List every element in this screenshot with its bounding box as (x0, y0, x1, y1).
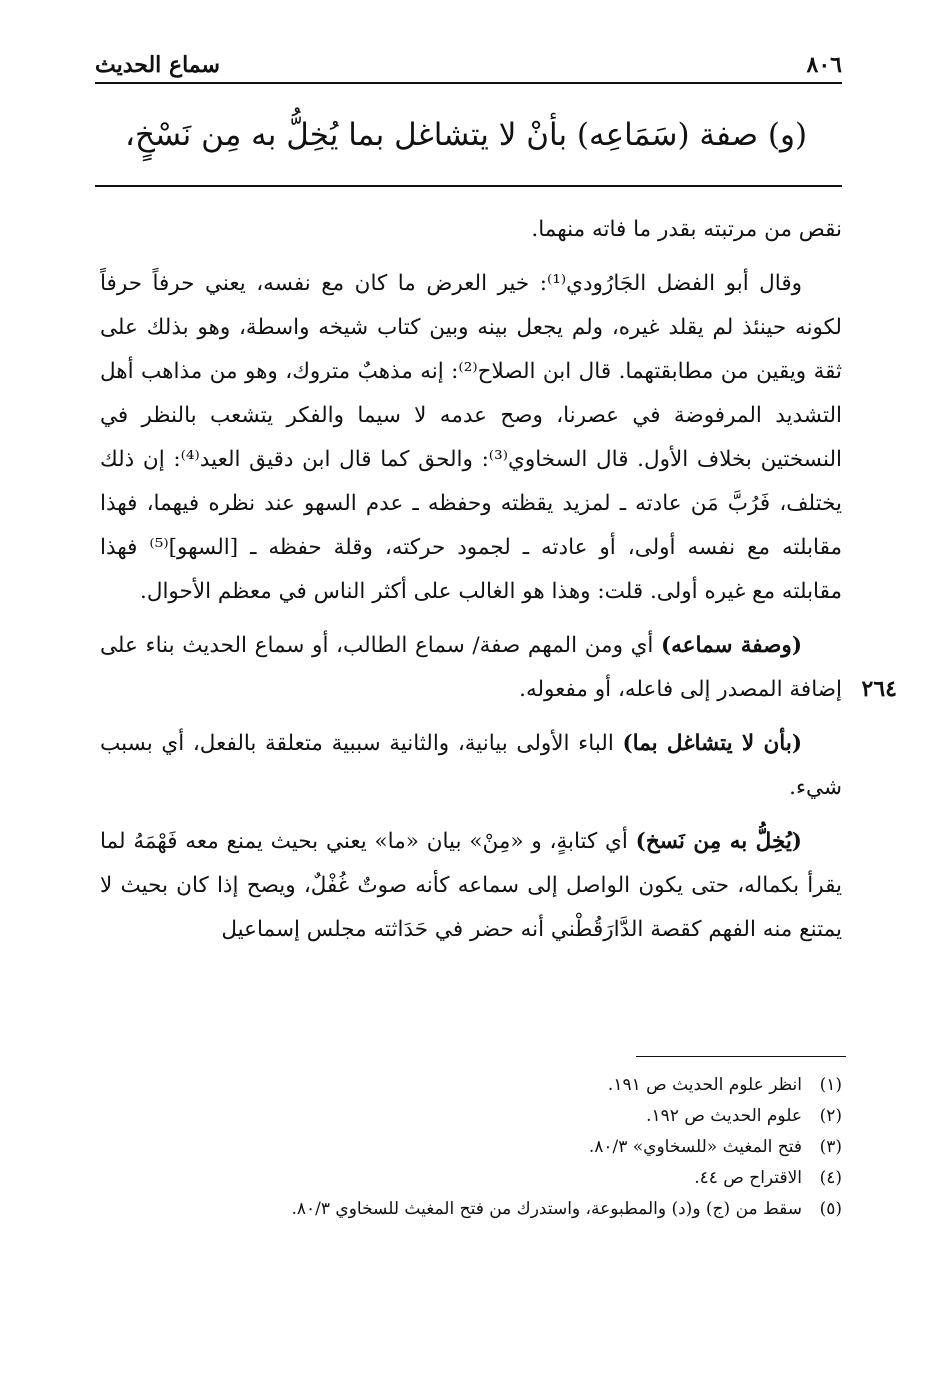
commentary-1-text: أي ومن المهم صفة/ سماع الطالب، أو سماع الحديث بناء على إضافة المصدر إلى فاعله، أو مفعوله. (100, 633, 842, 702)
footnote-number: (٣) (819, 1137, 842, 1157)
running-title: سماع الحديث (95, 52, 220, 78)
footnote (100, 1163, 842, 1194)
footnote-text: علوم الحديث ص ١٩٢. (646, 1106, 802, 1126)
commentary-3 (100, 820, 842, 952)
footnote-text: فتح المغيث «للسخاوي» ٨٠/٣. (588, 1137, 802, 1157)
footnote-number: (٥) (819, 1199, 842, 1219)
commentary-2-lemma: (بأن لا يتشاغل بما) (622, 731, 802, 756)
commentary-1-lemma: (وصفة سماعه) (660, 633, 802, 658)
commentary-3-text: أي كتابةٍ، و «مِنْ» بيان «ما» يعني بحيث يمنع معه فَهْمَهُ لما يقرأ بكماله، حتى يكون الواصل إلى سماعه كأنه صوتٌ غُفْلٌ، ويصح إذا كان بحيث لا يمتنع منه الفهم كقصة الدَّارَقُطْني أنه حضر في حَدَاثته مجلس إسماعيل (100, 829, 842, 942)
footnote-text: انظر علوم الحديث ص ١٩١. (607, 1075, 802, 1095)
manuscript-folio-marker: ٢٦٤ (861, 676, 897, 702)
paragraph-continuation: نقص من مرتبته بقدر ما فاته منهما. (531, 217, 842, 242)
footnote (100, 1070, 842, 1101)
paragraph-jarudi: وقال أبو الفضل الجَارُودي⁽¹⁾: خير العرض ما كان مع نفسه، يعني حرفاً حرفاً لكونه حينئذ لم يقلد غيره، ولم يجعل بينه وبين كتاب شيخه واسطة، وهو بذلك على ثقة ويقين من مطابقتهما. قال ابن الصلاح⁽²⁾: إنه مذهبٌ متروك، وهو من مذاهب أهل التشديد المرفوضة في عصرنا، وصح عدمه لا سيما والفكر يتشعب بالنظر في النسختين بخلاف الأول. قال السخاوي⁽³⁾: والحق كما قال ابن دقيق العيد⁽⁴⁾: إن ذلك يختلف، فَرُبَّ مَن عادته ـ لمزيد يقظته وحفظه ـ عدم السهو عند نظره فيهما، فهذا مقابلته مع نفسه أولى، أو عادته ـ لجمود حركته، وقلة حفظه ـ [السهو]⁽⁵⁾ فهذا مقابلته مع غيره أولى. قلت: وهذا هو الغالب على أكثر الناس في معظم الأحوال. (100, 271, 843, 604)
commentary-1 (100, 624, 842, 712)
footnote (100, 1194, 842, 1225)
footnote-text: الاقتراح ص ٤٤. (694, 1168, 802, 1188)
footnote-number: (٢) (819, 1106, 842, 1126)
commentary-2-text: الباء الأولى بيانية، والثانية سببية متعلقة بالفعل، أي بسبب شيء. (100, 731, 842, 800)
footnote-number: (٤) (819, 1168, 842, 1188)
page-number: ٨٠٦ (806, 52, 842, 78)
commentary-3-lemma: (يُخِلُّ به مِن نَسخ) (635, 829, 802, 854)
commentary-2 (100, 722, 842, 810)
footnote-number: (١) (819, 1075, 842, 1095)
footnote (100, 1101, 842, 1132)
matn-rule (95, 185, 842, 187)
main-text (100, 208, 842, 962)
matn-line: (و) صفة (سَمَاعِه) بأنْ لا يتشاغل بما يُخِلُّ به مِن نَسْخٍ، (124, 117, 808, 153)
footnote (100, 1132, 842, 1163)
running-head (95, 38, 842, 78)
footnote-text: سقط من (ج) و(د) والمطبوعة، واستدرك من فتح المغيث للسخاوي ٨٠/٣. (291, 1199, 802, 1219)
footnotes (100, 1070, 842, 1225)
footnote-rule (636, 1056, 846, 1057)
header-rule (95, 82, 842, 84)
